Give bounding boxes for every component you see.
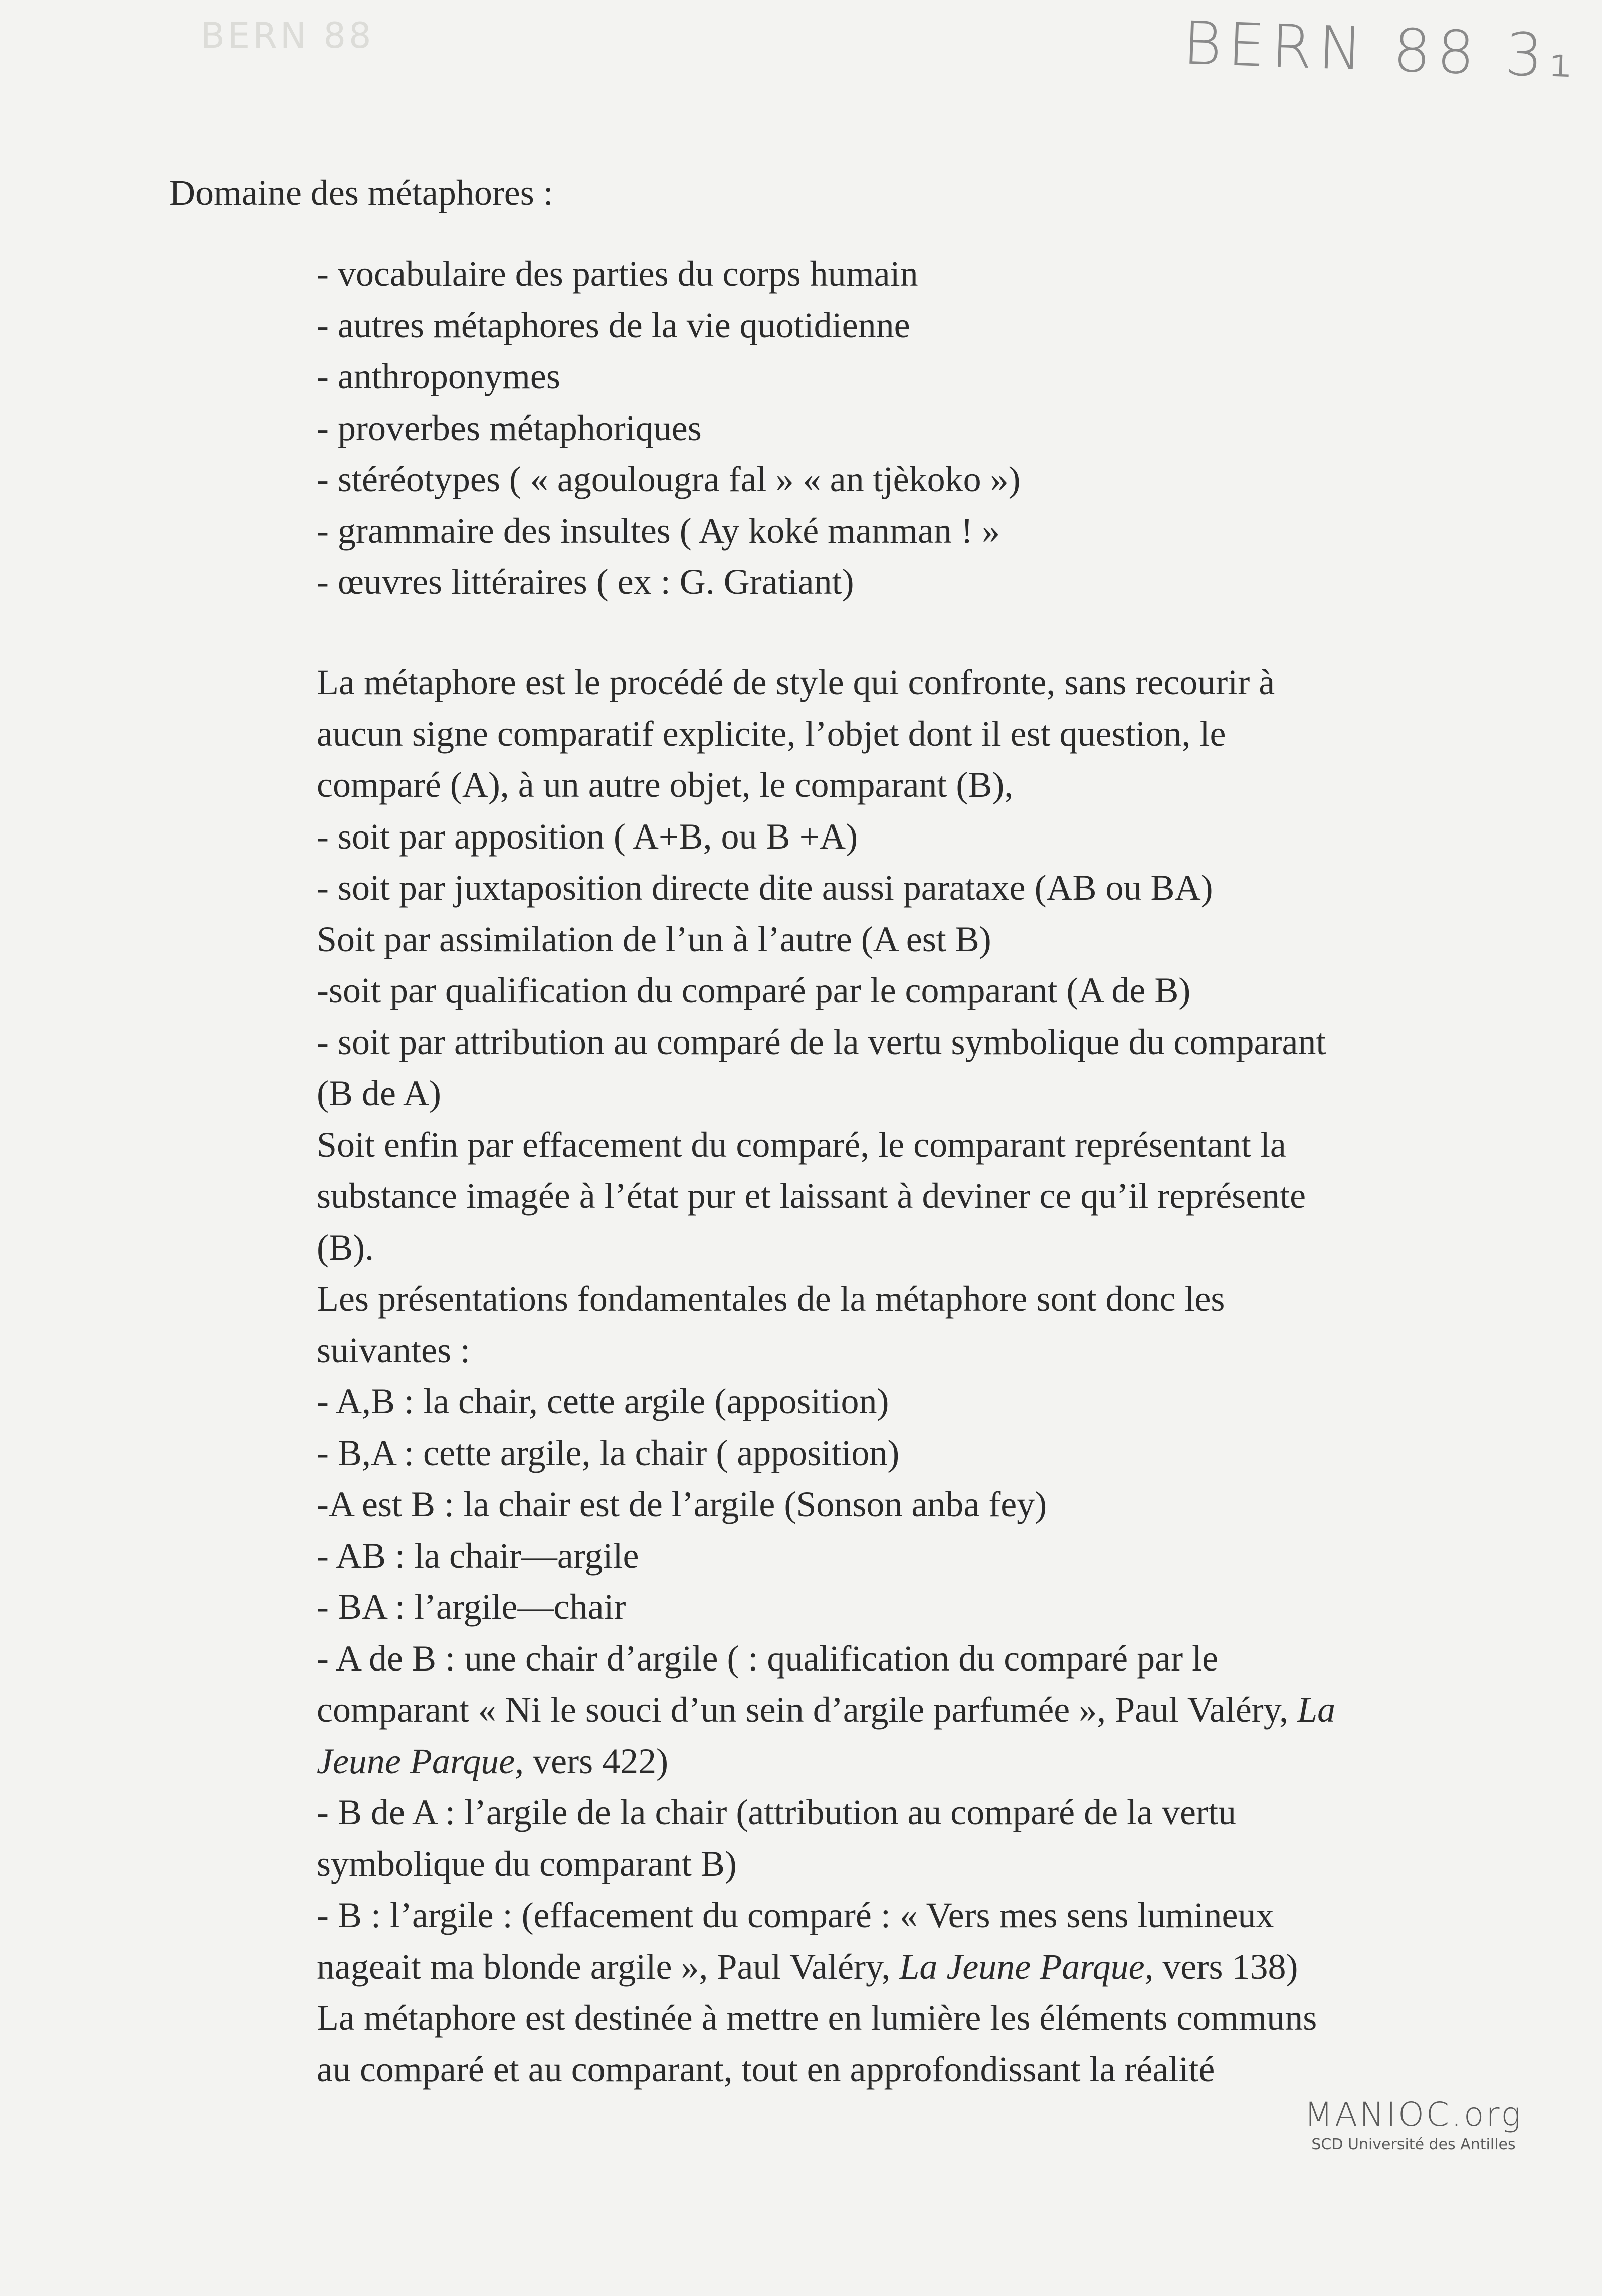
text-line: suivantes : bbox=[317, 1330, 470, 1370]
book-title: La Jeune Parque, bbox=[899, 1946, 1154, 1987]
text-line: Soit par assimilation de l’un à l’autre (A est B) bbox=[317, 919, 991, 959]
text-line: La métaphore est destinée à mettre en lumière les éléments communs bbox=[317, 1998, 1317, 2038]
text-line: au comparé et au comparant, tout en approfondissant la réalité bbox=[317, 2049, 1215, 2090]
list-item: - vocabulaire des parties du corps humain bbox=[317, 254, 918, 294]
text-line: comparé (A), à un autre objet, le comparant (B), bbox=[317, 765, 1014, 805]
logo-subtitle: SCD Université des Antilles bbox=[1311, 2136, 1516, 2153]
text-line: -soit par qualification du comparé par le comparant (A de B) bbox=[317, 970, 1191, 1010]
text-line: - soit par apposition ( A+B, ou B +A) bbox=[317, 816, 858, 857]
book-title: Jeune Parque, bbox=[317, 1741, 524, 1781]
text-line: (B de A) bbox=[317, 1073, 441, 1113]
text-line: Les présentations fondamentales de la métaphore sont donc les bbox=[317, 1279, 1225, 1319]
text-line: - soit par juxtaposition directe dite aussi parataxe (AB ou BA) bbox=[317, 868, 1213, 908]
manioc-logo bbox=[1303, 2095, 1524, 2153]
text-line: Soit enfin par effacement du comparé, le comparant représentant la bbox=[317, 1124, 1286, 1165]
list-item: - stéréotypes ( « agoulougra fal » « an tjèkoko ») bbox=[317, 459, 1021, 499]
list-item: - œuvres littéraires ( ex : G. Gratiant) bbox=[317, 562, 854, 602]
list-item: - anthroponymes bbox=[317, 356, 560, 396]
metaphor-domain-list bbox=[317, 248, 1021, 608]
book-title: La bbox=[1297, 1690, 1336, 1730]
list-item: - autres métaphores de la vie quotidienne bbox=[317, 305, 910, 345]
handwritten-annotation: BERN 88 3₁ bbox=[1181, 8, 1580, 91]
section-heading: Domaine des métaphores : bbox=[169, 173, 553, 213]
text-line: -A est B : la chair est de l’argile (Sonson anba fey) bbox=[317, 1484, 1047, 1524]
text-run: comparant « Ni le souci d’un sein d’argile parfumée », Paul Valéry, bbox=[317, 1690, 1298, 1730]
list-item: - grammaire des insultes ( Ay koké manman ! » bbox=[317, 510, 1000, 551]
text-line: - soit par attribution au comparé de la vertu symbolique du comparant bbox=[317, 1021, 1326, 1062]
text-line: substance imagée à l’état pur et laissant à deviner ce qu’il représente bbox=[317, 1176, 1306, 1216]
text-run: vers 422) bbox=[524, 1741, 669, 1781]
text-line: aucun signe comparatif explicite, l’objet dont il est question, le bbox=[317, 713, 1226, 754]
text-line: symbolique du comparant B) bbox=[317, 1843, 737, 1884]
text-line: - B de A : l’argile de la chair (attribution au comparé de la vertu bbox=[317, 1792, 1236, 1832]
text-line: La métaphore est le procédé de style qui confronte, sans recourir à bbox=[317, 662, 1275, 702]
text-line bbox=[317, 1736, 1460, 1787]
text-run: nageait ma blonde argile », Paul Valéry, bbox=[317, 1946, 900, 1987]
text-line: - BA : l’argile—chair bbox=[317, 1587, 626, 1627]
text-line bbox=[317, 1684, 1460, 1736]
logo-brand: MANIOC.org bbox=[1304, 2095, 1523, 2134]
text-line: - B : l’argile : (effacement du comparé : « Vers mes sens lumineux bbox=[317, 1895, 1274, 1935]
faint-archive-mark: BERN 88 bbox=[201, 15, 374, 56]
text-run: vers 138) bbox=[1153, 1946, 1298, 1987]
text-line: - B,A : cette argile, la chair ( apposition) bbox=[317, 1432, 900, 1473]
text-line: (B). bbox=[317, 1227, 374, 1268]
text-line: - AB : la chair—argile bbox=[317, 1535, 639, 1576]
text-line bbox=[317, 1941, 1460, 1993]
text-line: - A de B : une chair d’argile ( : qualification du comparé par le bbox=[317, 1638, 1219, 1679]
list-item: - proverbes métaphoriques bbox=[317, 407, 702, 448]
text-line: - A,B : la chair, cette argile (apposition) bbox=[317, 1381, 889, 1421]
body-paragraph bbox=[317, 657, 1460, 2095]
